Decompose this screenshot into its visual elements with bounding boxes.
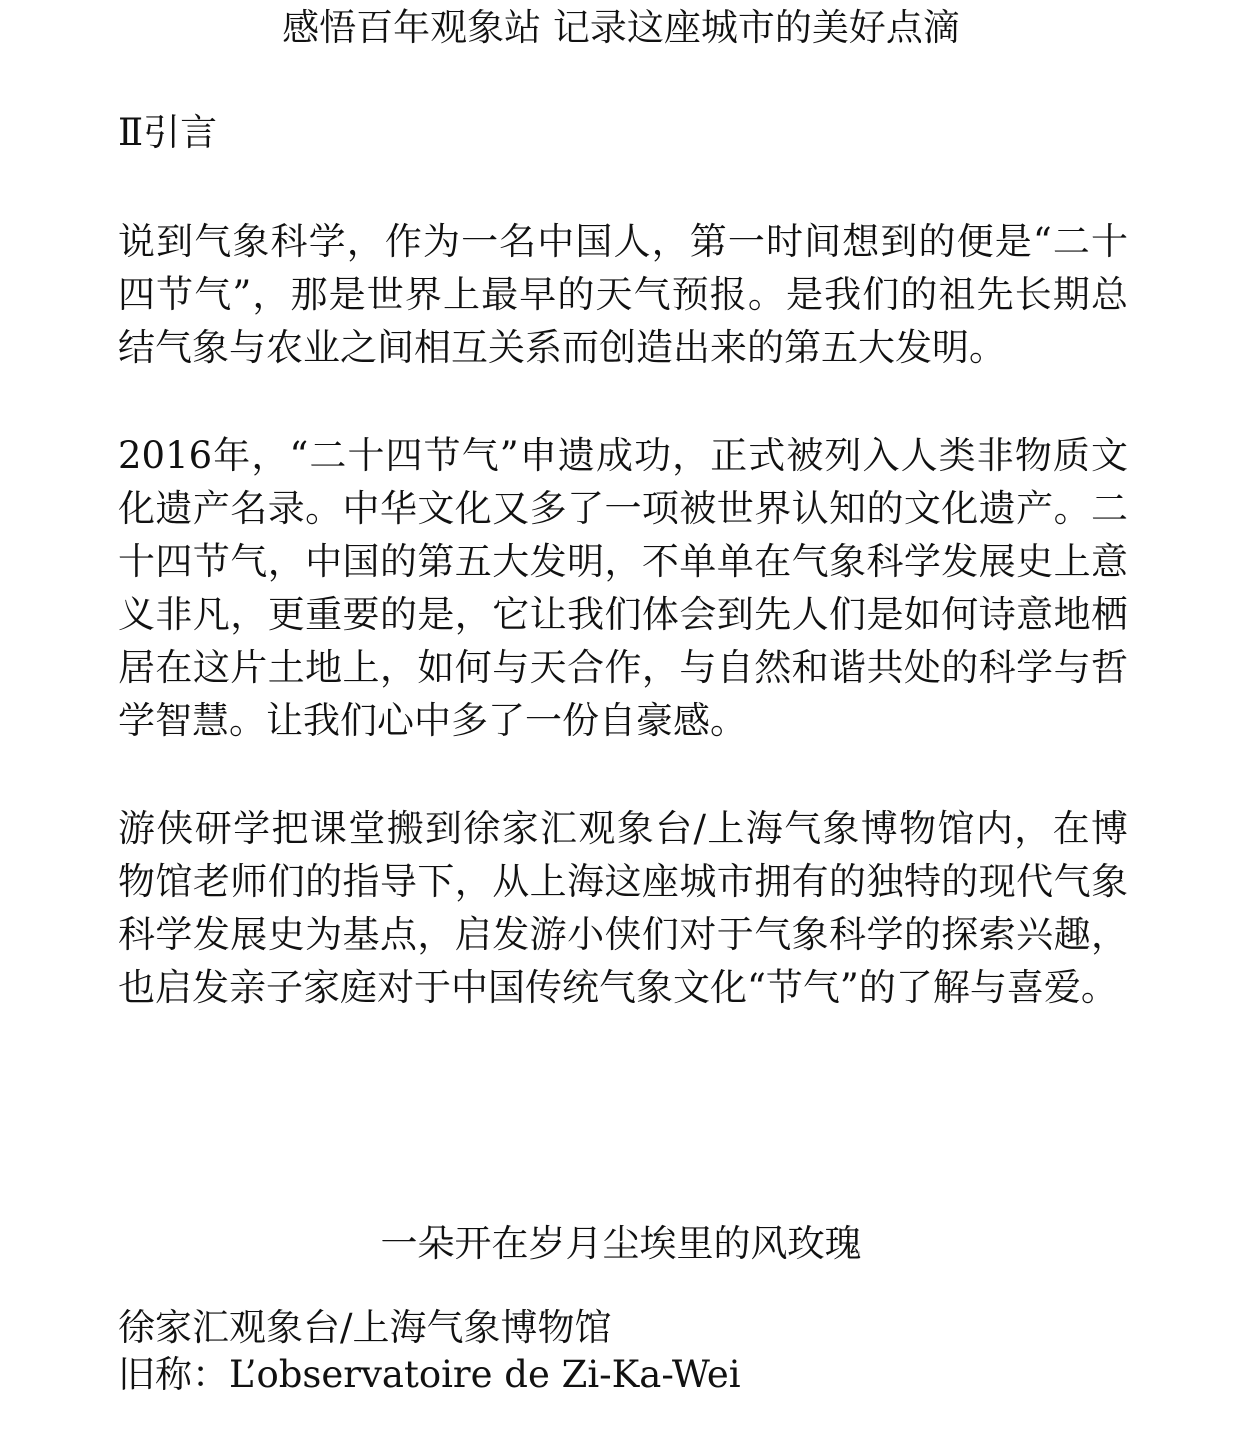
paragraph-study-tour: 游侠研学把课堂搬到徐家汇观象台/上海气象博物馆内，在博物馆老师们的指导下，从上海这座城市拥有的独特的现代气象科学发展史为基点，启发游小侠们对于气象科学的探索兴趣，也启发亲子家庭对于中国传统气象文化“节气”的了解与喜爱。 xyxy=(118,807,1128,1009)
museum-name: 徐家汇观象台/上海气象博物馆 xyxy=(118,1306,612,1349)
former-name: 旧称：L’observatoire de Zi-Ka-Wei xyxy=(118,1353,741,1396)
section-heading-introduction: Ⅱ引言 xyxy=(118,111,218,154)
paragraph-heritage-2016: 2016年，“二十四节气”申遗成功，正式被列入人类非物质文化遗产名录。中华文化又多了一项被世界认知的文化遗产。二十四节气，中国的第五大发明，不单单在气象科学发展史上意义非凡，更重要的是，它让我们体会到先人们是如何诗意地栖居在这片土地上，如何与天合作，与自然和谐共处的科学与哲学智慧。让我们心中多了一份自豪感。 xyxy=(118,434,1128,742)
paragraph-solar-terms-intro: 说到气象科学，作为一名中国人，第一时间想到的便是“二十四节气”，那是世界上最早的天气预报。是我们的祖先长期总结气象与农业之间相互关系而创造出来的第五大发明。 xyxy=(118,220,1128,369)
document-title: 感悟百年观象站 记录这座城市的美好点滴 xyxy=(282,6,960,49)
section-subtitle: 一朵开在岁月尘埃里的风玫瑰 xyxy=(380,1222,862,1265)
